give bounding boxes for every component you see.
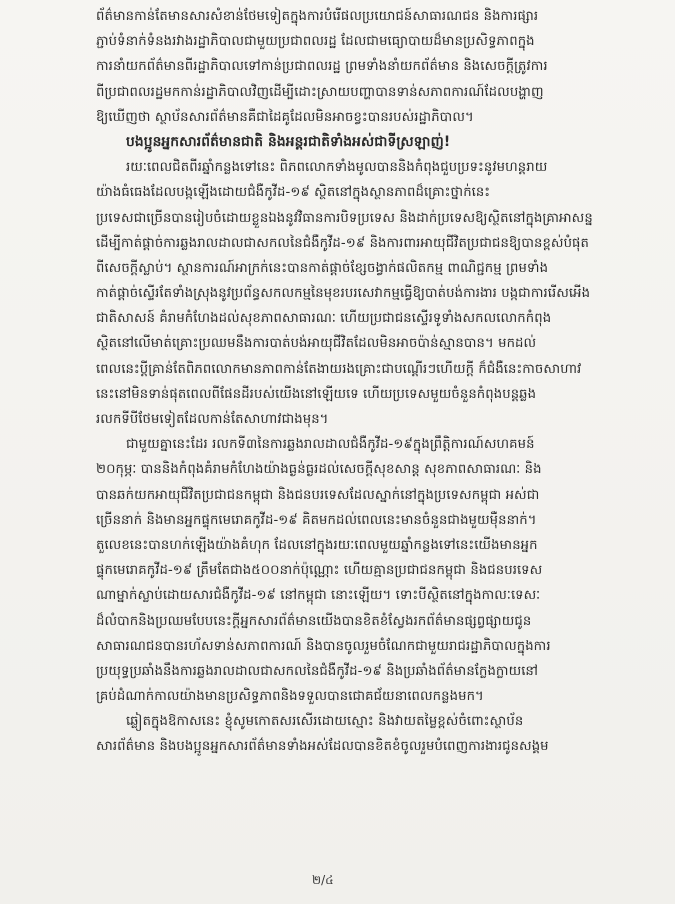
paragraph-1 (96, 4, 644, 130)
text-line: រយៈពេលជិតពីរឆ្នាំកន្លងទៅនេះ ពិភពលោកទាំងមូលបាននិងកំពុងជួបប្រទះនូវមហន្តរាយ (126, 160, 548, 176)
text-line: ច្រើននាក់ និងមានអ្នកផ្ទុកមេរោគកូវីដ-១៩ គិតមកដល់ពេលនេះមានចំនួនជាងមួយម៉ឺននាក់។ (96, 512, 537, 528)
text-line: ជាតិសាសន៍ គំរាមកំហែងដល់សុខភាពសាធារណៈ ហើយប្រជាជនស្ទើរទូទាំងសកលលោកកំពុង (96, 311, 552, 327)
text-line: សារព័ត៌មាន និងបងប្អូនអ្នកសារព័ត៌មានទាំងអស់ដែលបានខិតខំចូលរួមបំពេញការងារជូនសង្គម (96, 739, 549, 755)
section-heading: បងប្អូនអ្នកសារព័ត៌មានជាតិ និងអន្តរជាតិទាំងអស់ជាទីស្រឡាញ់! (126, 133, 451, 150)
text-line: ឆ្លៀតក្នុងឱកាសនេះ ខ្ញុំសូមកោតសរសើរដោយស្មោះ និងវាយតម្លៃខ្ពស់ចំពោះស្ថាប័ន (126, 714, 524, 730)
text-line: ឱ្យឃើញថា ស្ថាប័នសារព័ត៌មានគឺជាដៃគូដែលមិនអាចខ្វះបានរបស់រដ្ឋាភិបាល។ (96, 109, 474, 125)
text-line: ២០កុម្ភៈ បាននិងកំពុងគំរាមកំហែងយ៉ាងធ្ងន់ធ្ងរដល់សេចក្តីសុខសាន្ត សុខភាពសាធារណៈ និង (96, 462, 542, 478)
paragraph-4 (96, 709, 644, 759)
text-line: ប្រទេសជាច្រើនបានរៀបចំដោយខ្លួនឯងនូវវិធានការបិទប្រទេស និងដាក់ប្រទេសឱ្យស្ថិតនៅក្នុងគ្រាអាសន្ន (96, 210, 593, 226)
text-line: នេះនៅមិនទាន់ផុតពេលពីផែនដីរបស់យើងនៅឡើយទេ ហើយប្រទេសមួយចំនួនកំពុងបន្តឆ្លង (96, 386, 537, 402)
text-line: ពេលនេះប្តីគ្រាន់តែពិភពលោកមានភាពកាន់តែងាយរងគ្រោះជាបណ្តើរៗហើយក្តី ក៏ជំងឺនេះកាចសាហាវ (96, 361, 582, 377)
paragraph-3 (96, 432, 644, 709)
paragraph-2 (96, 155, 644, 432)
text-line: យ៉ាងធំធេងដែលបង្កឡើងដោយជំងឺកូវីដ-១៩ ស្ថិតនៅក្នុងស្ថានភាពដ៏គ្រោះថ្នាក់នេះ (96, 185, 491, 201)
text-line: ស្ថិតនៅលើមាត់គ្រោះប្រឈមនឹងការបាត់បង់អាយុជីវិតដែលមិនអាចប៉ាន់ស្មានបាន។ មកដល់ (96, 336, 537, 352)
text-line: ជាមួយគ្នានេះដែរ រលកទី៣នៃការឆ្លងរាលដាលជំងឺកូវីដ-១៩ក្នុងព្រឹត្តិការណ៍សហគមន៍ (126, 437, 535, 453)
page-number: ២/៤ (312, 873, 334, 887)
text-line: ភ្ជាប់ទំនាក់ទំនងរវាងរដ្ឋាភិបាលជាមួយប្រជាពលរដ្ឋ ដែលជាមធ្យោបាយដ៏មានប្រសិទ្ធភាពក្នុង (96, 34, 535, 50)
document-body (96, 4, 644, 760)
text-line: កាត់ផ្តាច់ស្ទើរតែទាំងស្រុងនូវប្រព័ន្ធសកលកម្មនៃមុខរបរសេវាកម្មធ្វើឱ្យបាត់បង់ការងារ បង្កជាការរើសអើង (96, 286, 591, 302)
text-line: រលកទីបីថែមទៀតដែលកាន់តែសាហាវជាងមុន។ (96, 412, 329, 427)
text-line: ផ្ទុកមេរោគកូវីដ-១៩ ត្រឹមតែជាង៥០០នាក់ប៉ុណ្ណោះ ហើយគ្មានប្រជាជនកម្ពុជា និងជនបរទេស (96, 563, 543, 579)
text-line: ការនាំយកព័ត៌មានពីរដ្ឋាភិបាលទៅកាន់ប្រជាពលរដ្ឋ ព្រមទាំងនាំយកព័ត៌មាន និងសេចក្តីត្រូវការ (96, 59, 548, 75)
text-line: ពីសេចក្តីស្លាប់។ ស្ថានការណ៍អាក្រក់នេះបានកាត់ផ្តាច់ខ្សែចង្វាក់ផលិតកម្ម ពាណិជ្ជកម្ម ព្រមទាំង (96, 260, 549, 276)
text-line: ដ៏លំបាកនិងប្រឈមបែបនេះក្តីអ្នកសារព័ត៌មានយើងបានខិតខំស្វែងរកព័ត៌មានផ្សព្វផ្សាយជូន (96, 613, 532, 629)
text-line: បានឆក់យកអាយុជីវិតប្រជាជនកម្ពុជា និងជនបរទេសដែលស្នាក់នៅក្នុងប្រទេសកម្ពុជា អស់ជា (96, 487, 540, 503)
text-line: ណាម្នាក់ស្លាប់ដោយសារជំងឺកូវីដ-១៩ នៅកម្ពុជា នោះឡើយ។ ទោះបីស្ថិតនៅក្នុងកាលៈទេសៈ (96, 588, 541, 604)
text-line: ព័ត៌មានកាន់តែមានសារសំខាន់ថែមទៀតក្នុងការបំរើផលប្រយោជន៍សាធារណជន និងការផ្សារ (96, 9, 539, 24)
text-line: គ្រប់ដំណាក់កាលយ៉ាងមានប្រសិទ្ធភាពនិងទទួលបានជោគជ័យនាពេលកន្លងមក។ (96, 689, 484, 705)
text-line: សាធារណជនបានរហ័សទាន់សភាពការណ៍ និងបានចូលរួមចំណែកជាមួយរាជរដ្ឋាភិបាលក្នុងការ (96, 638, 551, 654)
text-line: ប្រយុទ្ធប្រឆាំងនឹងការឆ្លងរាលដាលជាសកលនៃជំងឺកូវីដ-១៩ និងប្រឆាំងព័ត៌មានក្លែងក្លាយនៅ (96, 663, 539, 679)
text-line: តួលេខនេះបានហក់ឡើងយ៉ាងគំហុក ដែលនៅក្នុងរយៈពេលមួយឆ្នាំកន្លងទៅនេះយើងមានអ្នក (96, 537, 538, 553)
text-line: ដើម្បីកាត់ផ្តាច់ការឆ្លងរាលដាលជាសកលនៃជំងឺកូវីដ-១៩ និងការពារអាយុជីវិតប្រជាជនឱ្យបានខ្ពស់បំផុត (96, 235, 589, 251)
text-line: ពីប្រជាពលរដ្ឋមកកាន់រដ្ឋាភិបាលវិញដើម្បីដោះស្រាយបញ្ហាបានទាន់សភាពការណ៍ដែលបង្ហាញ (96, 84, 544, 100)
